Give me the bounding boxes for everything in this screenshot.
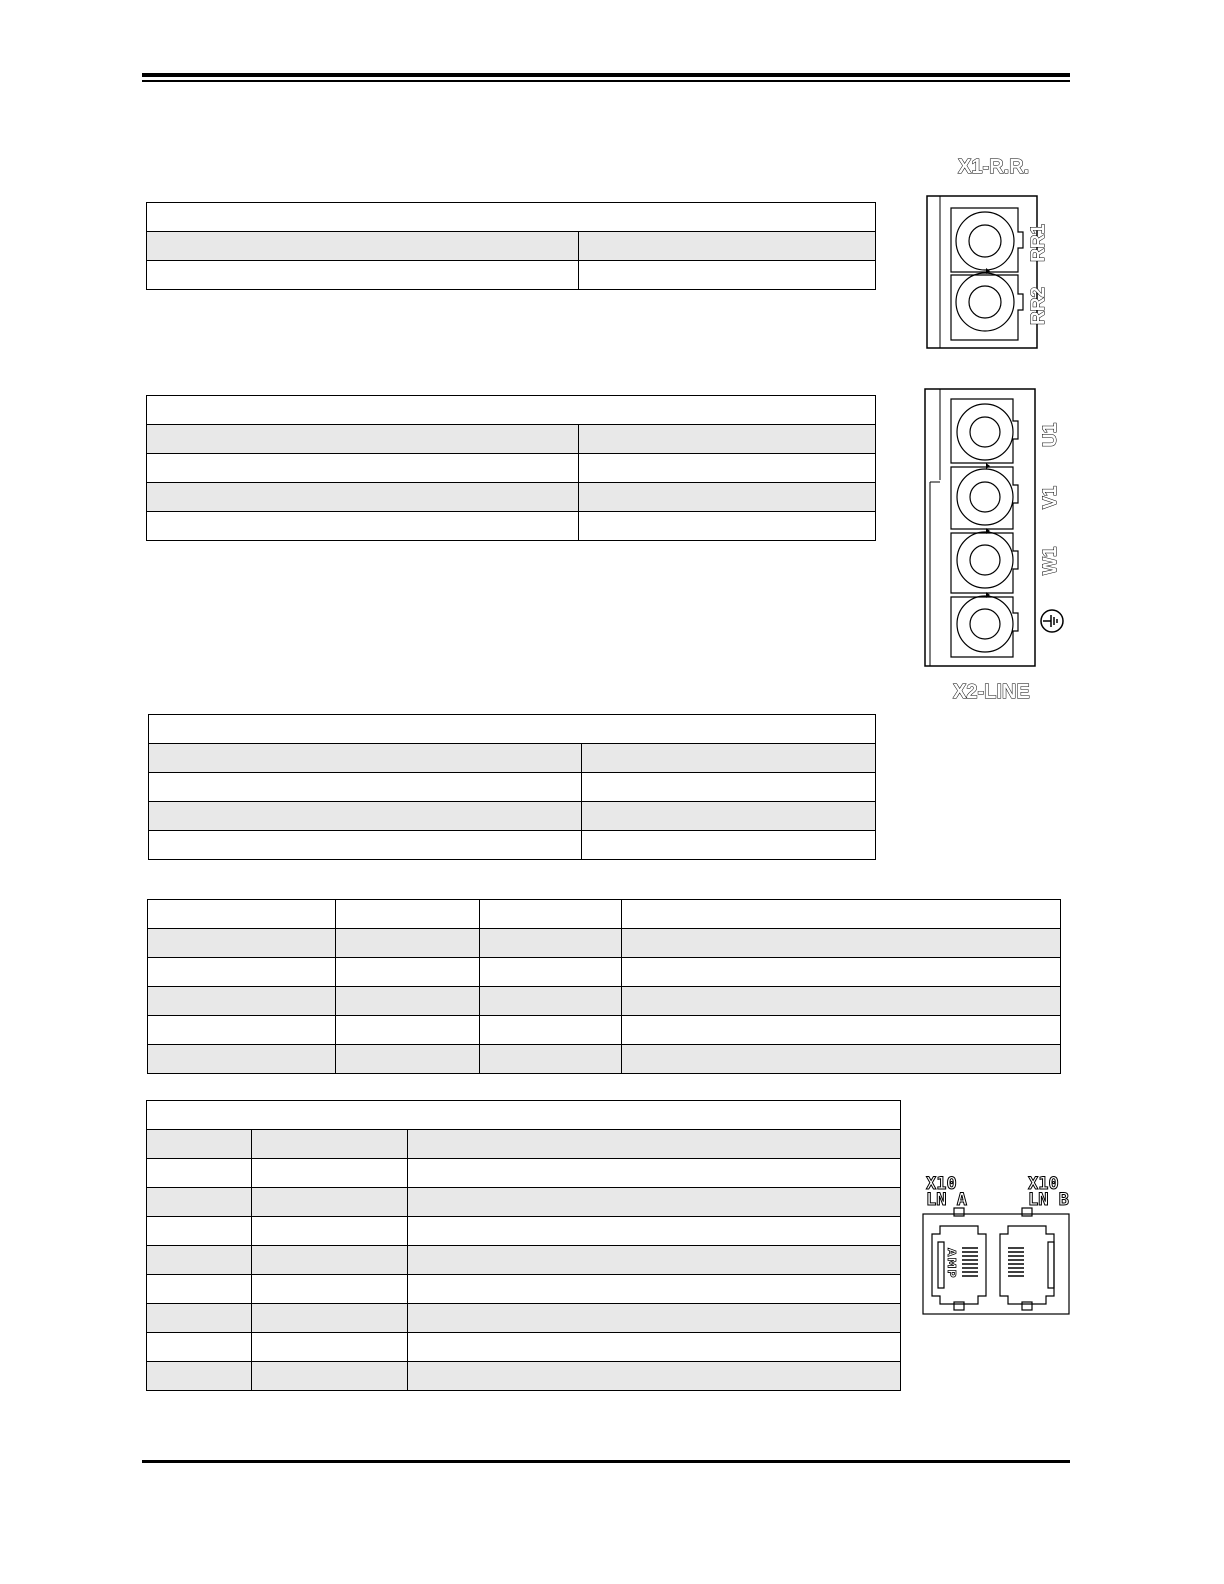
table-row (148, 1016, 1061, 1045)
x10-port-a-sub: LN A (926, 1190, 967, 1210)
x10-port-b-sub: LN B (1028, 1190, 1069, 1210)
table-header-row (149, 744, 876, 773)
header-rule-thin (142, 80, 1070, 82)
amp-logo: AMP (945, 1248, 958, 1279)
table-title-row (149, 715, 876, 744)
x2-connector-diagram (918, 385, 1070, 710)
table-title-row (147, 203, 876, 232)
table-row (149, 802, 876, 831)
x1-pin-label: RR2 (1028, 286, 1049, 325)
header-rule-thick (142, 73, 1070, 77)
table-header-row (147, 425, 876, 454)
table-row (148, 929, 1061, 958)
table-row (148, 958, 1061, 987)
table-row (147, 261, 876, 290)
table-row (148, 1045, 1061, 1074)
table-row (147, 1362, 901, 1391)
x10-port-b-name: X10 (1028, 1174, 1059, 1194)
table-title-row (147, 396, 876, 425)
table-x10-pinout (146, 1100, 901, 1391)
x1-connector-diagram (920, 150, 1070, 355)
table-row (147, 1217, 901, 1246)
table-three (148, 714, 876, 860)
table-row (148, 987, 1061, 1016)
table-header-row (147, 232, 876, 261)
table-row (147, 454, 876, 483)
table-row (147, 483, 876, 512)
ground-icon (1038, 607, 1066, 635)
x1-pin-label: RR1 (1028, 223, 1049, 262)
footer-rule (142, 1460, 1070, 1463)
table-row (147, 1246, 901, 1275)
table-title-row (147, 1101, 901, 1130)
table-x2-pinout (146, 395, 876, 541)
x2-title: X2-LINE (953, 681, 1030, 703)
table-header-row (148, 900, 1061, 929)
table-row (147, 1304, 901, 1333)
x2-pin-label: U1 (1040, 422, 1061, 447)
table-row (147, 1159, 901, 1188)
table-row (147, 1333, 901, 1362)
x10-port-a-name: X10 (926, 1174, 957, 1194)
table-row (149, 773, 876, 802)
x2-pin-label: W1 (1040, 546, 1061, 575)
x2-pin-label: V1 (1040, 485, 1061, 509)
table-row (147, 1188, 901, 1217)
table-four-column (147, 899, 1061, 1074)
table-row (147, 512, 876, 541)
table-row (149, 831, 876, 860)
x10-connector-diagram (918, 1172, 1072, 1322)
table-header-row (147, 1130, 901, 1159)
table-x1-pinout (146, 202, 876, 290)
rj45-ports-icon (918, 1172, 1072, 1322)
table-row (147, 1275, 901, 1304)
x1-title: X1-R.R. (958, 156, 1030, 178)
